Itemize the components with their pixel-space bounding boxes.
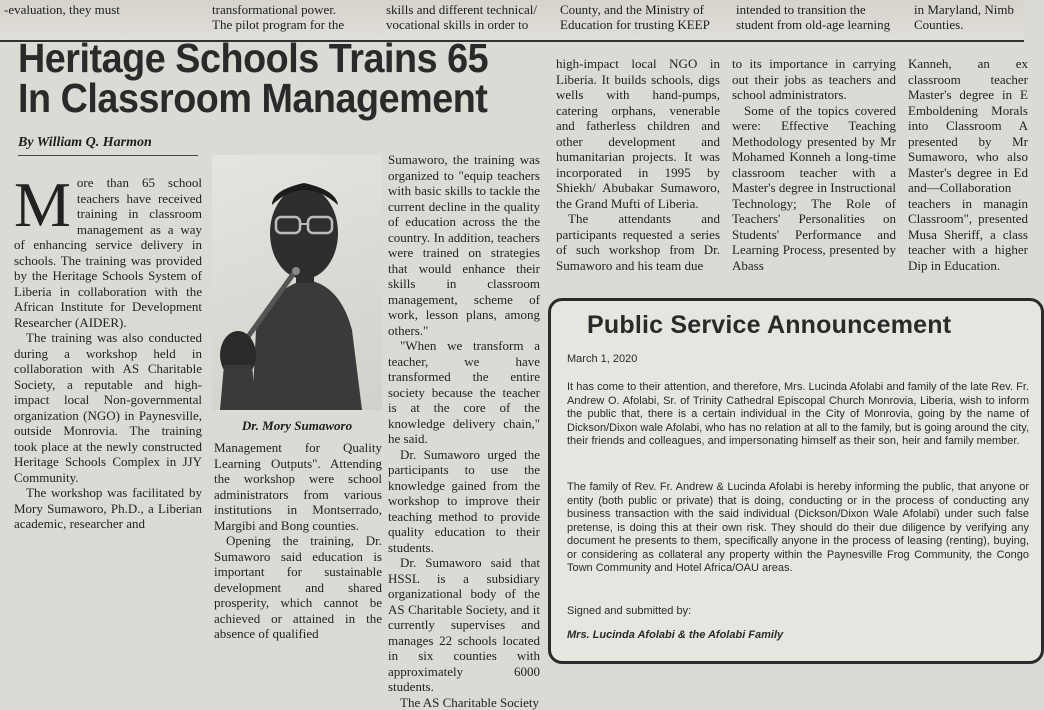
psa-paragraph-2: The family of Rev. Fr. Andrew & Lucinda Afolabi is hereby informing the public, that anyone or entity (both public or private) that is doing, conducting or in the process of conducting any business transaction with the said individual (Dickson/Dixon Wale Afolabi) under such false pretense, is doing this at their own risk. They should do their due diligence by verifying any document he presents to them, specifically anyone in the process of leasing (renting), buying, or considering as collateral any property within the Paynesville Frog Community, the Congo Town Community and Hotel Africa/OAU areas. [567, 481, 1029, 574]
public-service-announcement [548, 298, 1044, 664]
psa-paragraph-1: It has come to their attention, and therefore, Mrs. Lucinda Afolabi and family of the late Rev. Fr. Andrew O. Afolabi, Sr. of Trinity Cathedral Episcopal Church Monrovia, Liberia, wish to inform the public that, there is a certain individual in the City of Monrovia, going by the name of Dickson/Dixon wale Afolabi, who has no relation at all to the family, but is going around the city, their friends and colleagues, and impersonating himself as their son, heir and family member. [567, 381, 1029, 447]
psa-title: Public Service Announcement [587, 311, 952, 339]
strip-col-3: skills and different technical/ vocational skills in order to [386, 2, 538, 32]
strip-col-5: intended to transition the student from old-age learning [736, 2, 891, 32]
strip-col-2: transformational power. The pilot program for the [212, 2, 345, 32]
strip-col-1: -evaluation, they must [4, 2, 120, 17]
strip-col-4: County, and the Ministry of Education for trusting KEEP [560, 2, 710, 32]
portrait-figure [212, 155, 382, 410]
psa-date: March 1, 2020 [567, 353, 638, 365]
psa-signature: Mrs. Lucinda Afolabi & the Afolabi Family [567, 629, 784, 641]
article-column-2: Management for Quality Learning Outputs". Attending the workshop were school administrators from various institutions in Montserrado, Margibi and Bong counties. Opening the training, Dr. Sumaworo said education is important for sustainable development and shared prosperity, which cannot be achieved or attained in the absence of qualified [214, 440, 382, 641]
strip-col-6: in Maryland, Nimb Counties. [914, 2, 1015, 32]
headline-line-2: In Classroom Management [18, 75, 488, 121]
photo-caption: Dr. Mory Sumaworo [241, 418, 353, 433]
article-column-3: Sumaworo, the training was organized to "equip teachers with basic skills to tackle the current decline in the quality of education across the the country. In addition, teachers were trained on strategies that would enhance their skills in classroom management, scheme of work, lesson plans, among others." "When we transform a teacher, we have transformed the entire society because the teacher is at the core of the knowledge delivery chain," he said. Dr. Sumaworo urged the participants to use the knowledge gained from the workshop to improve their teaching method to provide quality education to their students. Dr. Sumaworo said that HSSL is a subsidiary organizational body of the AS Charitable Society, and it currently supervises and manages 22 schools located in six counties with approximately 6000 students. The AS Charitable Society [388, 152, 540, 710]
drop-cap: M [14, 169, 71, 240]
byline: By William Q. Harmon [18, 135, 152, 150]
byline-divider [18, 155, 198, 156]
article-column-6: Kanneh, an ex classroom teacher Master's degree in E Emboldening Morals into Classroom A presented by Mr Sumaworo, who also Master's degree in Ed and—Collaboration teachers in managin Classroom", presented Musa Sheriff, a class teacher with a higher Dip in Education. [908, 56, 1028, 273]
headline-line-1: Heritage Schools Trains 65 [18, 35, 489, 81]
article-column-5: to its importance in carrying out their jobs as teachers and school administrators. Some of the topics covered were: Effective Teaching Methodology presented by Mr Mohamed Konneh a long-time classroom teacher with a Master's degree in Instructional Technology; The Role of Teachers' Personalities on Students' Performance and Learning Process, presented by Abass [732, 56, 896, 273]
article-column-1: More than 65 school teachers have received training in classroom management as a way of enhancing service delivery in schools. The training was provided by the Heritage Schools System of Liberia in collaboration with the African Institute for Development Researcher (AIDER). The training was also conducted during a workshop held in collaboration with AS Charitable Society, a reputable and high-impact local Non-governmental organization (NGO) in Paynesville, outside Monrovia. The training took place at the newly constructed Heritage Schools Complex in JJY Community. The workshop was facilitated by Mory Sumaworo, Ph.D., a Liberian academic, researcher and [14, 169, 202, 531]
article-column-4: high-impact local NGO in Liberia. It builds schools, digs wells with hand-pumps, catering orphans, venerable and fatherless children and other development and humanitarian projects. It was incorporated in 1995 by Shiekh/ Abubakar Sumaworo, the Grand Mufti of Liberia. The attendants and participants requested a series of such workshop from Dr. Sumaworo and his team due [556, 56, 720, 273]
author-photo [212, 155, 382, 410]
psa-signed-by: Signed and submitted by: [567, 605, 692, 617]
headline [18, 35, 510, 121]
